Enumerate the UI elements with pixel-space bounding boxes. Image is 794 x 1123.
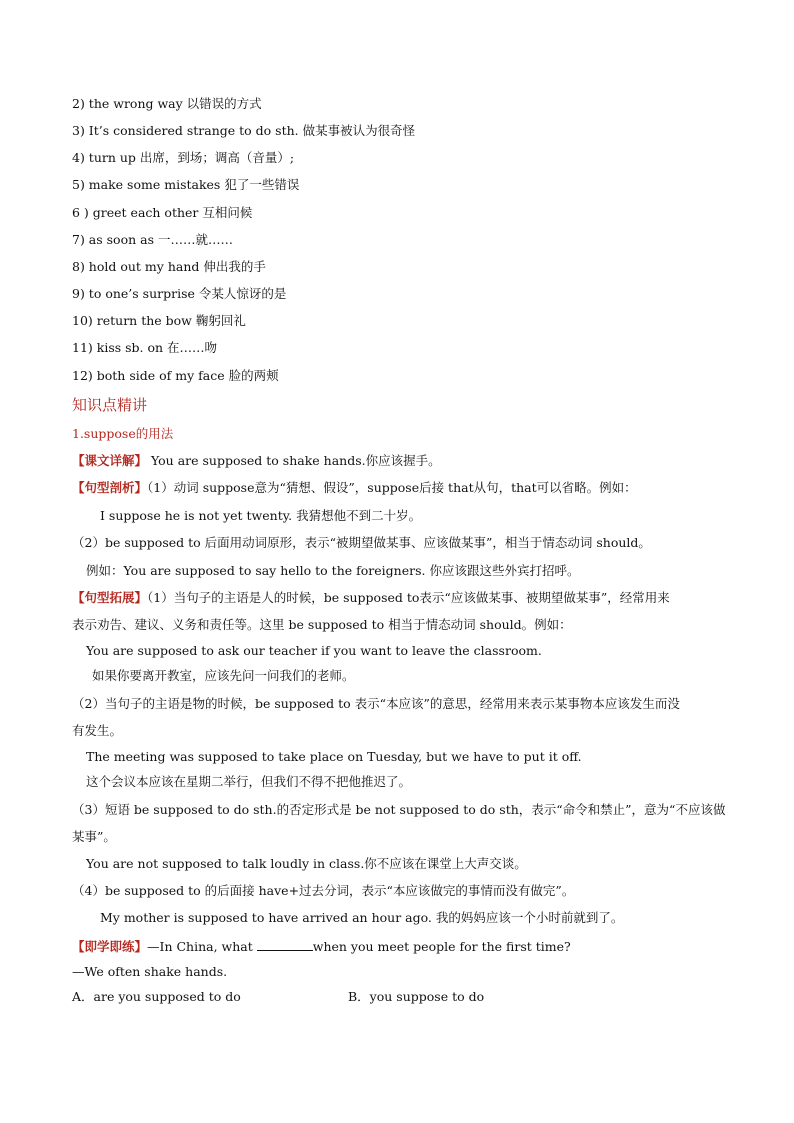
practice-tag: 【即学即练】 <box>72 939 148 954</box>
phrase-line: 2) the wrong way 以错误的方式 <box>72 96 262 111</box>
extension-point-3-en: You are not supposed to talk loudly in class.你不应该在课堂上大声交谈。 <box>86 856 527 871</box>
extension-point-4: （4）be supposed to 的后面接 have+过去分词，表示“本应该做完的事情而没有做完”。 <box>72 883 575 898</box>
phrase-line: 12) both side of my face 脸的两颊 <box>72 368 279 383</box>
analysis-tag: 【句型剖析】 <box>72 480 148 495</box>
text-explain-line <box>72 453 441 469</box>
analysis-point-2: （2）be supposed to 后面用动词原形，表示“被期望做某事、应该做某事”，相当于情态动词 should。 <box>72 535 651 550</box>
analysis-example: I suppose he is not yet twenty. 我猜想他不到二十岁。 <box>100 508 422 523</box>
extension-point-1-b: 表示劝告、建议、义务和责任等。这里 be supposed to 相当于情态动词 should。例如： <box>72 617 572 632</box>
section-title: 知识点精讲 <box>72 396 148 414</box>
extension-tag: 【句型拓展】 <box>72 590 148 605</box>
phrase-line: 10) return the bow 鞠躬回礼 <box>72 313 246 328</box>
option-b[interactable]: B．you suppose to do <box>348 989 485 1004</box>
point-title: 1.suppose的用法 <box>72 426 174 441</box>
practice-question-end: when you meet people for the first time? <box>312 939 571 954</box>
text-explain-tag: 【课文详解】 <box>72 453 148 468</box>
phrase-line: 9) to one’s surprise 令某人惊讶的是 <box>72 286 287 301</box>
practice-question-start: —In China, what <box>147 939 257 954</box>
option-a[interactable]: A．are you supposed to do <box>72 989 241 1004</box>
extension-point-2-en: The meeting was supposed to take place on Tuesday, but we have to put it off. <box>86 749 582 764</box>
extension-point-3-a: （3）短语 be supposed to do sth.的否定形式是 be not supposed to do sth，表示“命令和禁止”，意为“不应该做 <box>72 802 726 817</box>
extension-point-1-en: You are supposed to ask our teacher if you want to leave the classroom. <box>86 643 542 658</box>
extension-point-1-cn: 如果你要离开教室，应该先问一问我们的老师。 <box>92 668 355 683</box>
extension-point-1-a: （1）当句子的主语是人的时候，be supposed to表示“应该做某事、被期望做某事”，经常用来 <box>147 590 670 605</box>
analysis-line <box>72 480 637 496</box>
text-explain-body: You are supposed to shake hands.你应该握手。 <box>147 453 441 468</box>
extension-line <box>72 590 670 606</box>
extension-point-2-b: 有发生。 <box>72 723 123 738</box>
practice-answer: —We often shake hands. <box>72 964 228 979</box>
phrase-line: 5) make some mistakes 犯了一些错误 <box>72 177 300 192</box>
phrase-line: 11) kiss sb. on 在……吻 <box>72 340 218 355</box>
extension-point-2-a: （2）当句子的主语是物的时候，be supposed to 表示“本应该”的意思，经常用来表示某事物本应该发生而没 <box>72 696 680 711</box>
answer-blank[interactable] <box>257 938 313 951</box>
analysis-body: （1）动词 suppose意为“猜想、假设”，suppose后接 that从句，that可以省略。例如： <box>147 480 637 495</box>
extension-point-2-cn: 这个会议本应该在星期二举行，但我们不得不把他推迟了。 <box>86 774 412 789</box>
phrase-line: 6 ) greet each other 互相问候 <box>72 205 253 220</box>
extension-point-4-en: My mother is supposed to have arrived an hour ago. 我的妈妈应该一个小时前就到了。 <box>100 910 624 925</box>
phrase-line: 3) It’s considered strange to do sth. 做某事被认为很奇怪 <box>72 123 416 138</box>
phrase-line: 7) as soon as 一……就…… <box>72 232 233 247</box>
practice-question <box>72 938 571 955</box>
extension-point-3-b: 某事”。 <box>72 829 116 844</box>
analysis-point-2-example: 例如：You are supposed to say hello to the foreigners. 你应该跟这些外宾打招呼。 <box>86 563 580 578</box>
phrase-line: 4) turn up 出席，到场；调高（音量）; <box>72 150 295 165</box>
phrase-line: 8) hold out my hand 伸出我的手 <box>72 259 266 274</box>
